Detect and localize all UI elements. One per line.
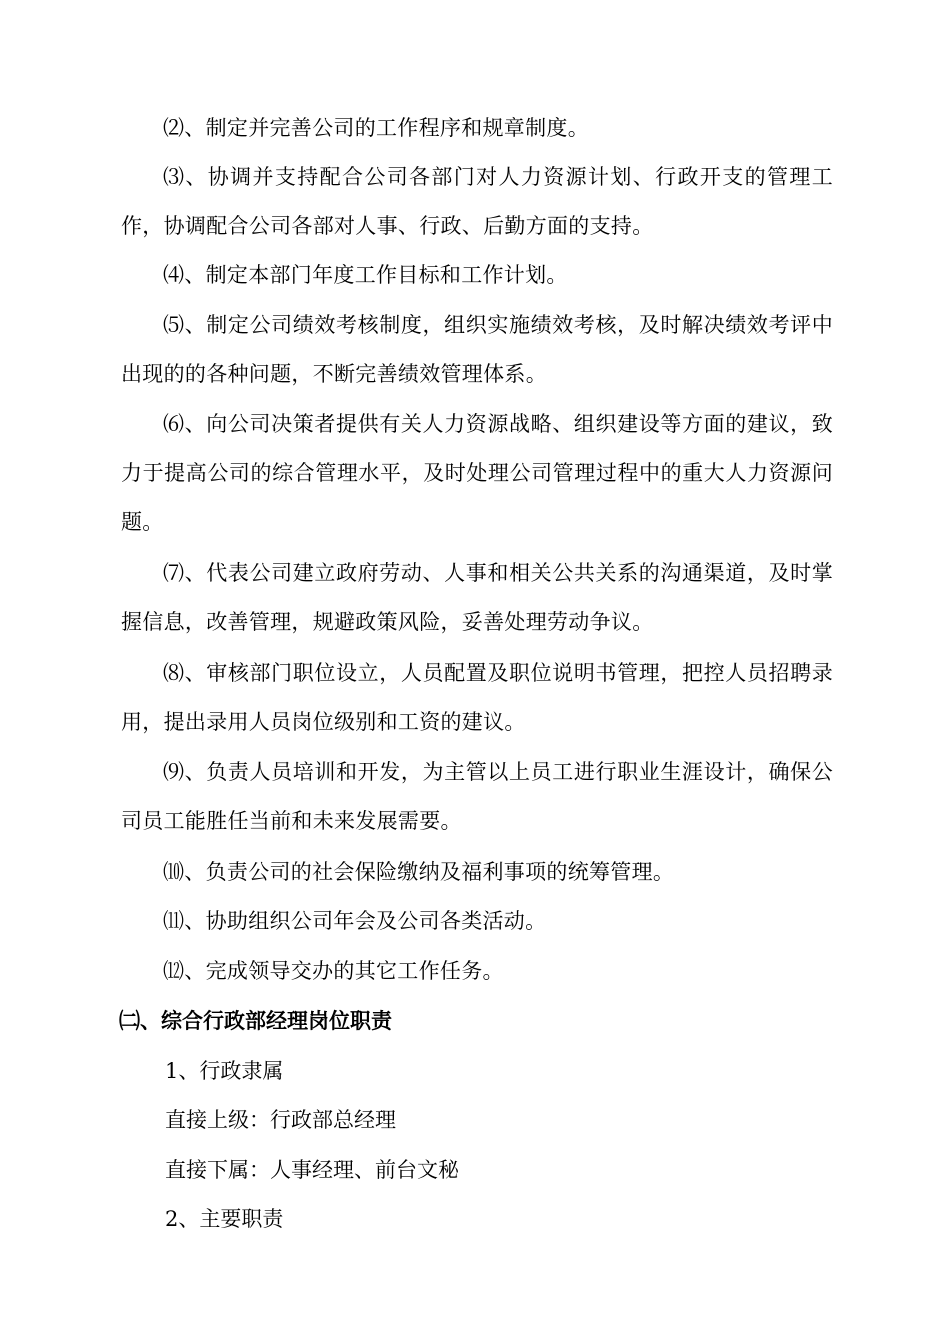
duty-item-8: ⑻、审核部门职位设立，人员配置及职位说明书管理，把控人员招聘录用，提出录用人员岗位级别和工资的建议。: [121, 661, 833, 734]
direct-superior: 直接上级：行政部总经理: [165, 1108, 396, 1132]
duty-item-10: ⑽、负责公司的社会保险缴纳及福利事项的统筹管理。: [163, 860, 675, 884]
subsection-main-duties: 2、主要职责: [165, 1207, 284, 1231]
duty-item-11: ⑾、协助组织公司年会及公司各类活动。: [163, 909, 547, 933]
duty-item-6: ⑹、向公司决策者提供有关人力资源战略、组织建设等方面的建议，致力于提高公司的综合管理水平，及时处理公司管理过程中的重大人力资源问题。: [121, 412, 833, 534]
duty-item-4: ⑷、制定本部门年度工作目标和工作计划。: [163, 263, 568, 287]
duty-item-9: ⑼、负责人员培训和开发，为主管以上员工进行职业生涯设计，确保公司员工能胜任当前和未来发展需要。: [121, 760, 833, 833]
duty-item-5: ⑸、制定公司绩效考核制度，组织实施绩效考核，及时解决绩效考评中出现的的各种问题，不断完善绩效管理体系。: [121, 313, 833, 386]
duty-item-7: ⑺、代表公司建立政府劳动、人事和相关公共关系的沟通渠道，及时掌握信息，改善管理，规避政策风险，妥善处理劳动争议。: [121, 561, 833, 634]
duty-item-3: ⑶、协调并支持配合公司各部门对人力资源计划、行政开支的管理工作，协调配合公司各部对人事、行政、后勤方面的支持。: [121, 165, 833, 238]
duty-item-2: ⑵、制定并完善公司的工作程序和规章制度。: [163, 116, 589, 140]
duty-item-12: ⑿、完成领导交办的其它工作任务。: [163, 959, 504, 983]
section-heading: ㈡、综合行政部经理岗位职责: [119, 1009, 392, 1033]
direct-subordinates: 直接下属：人事经理、前台文秘: [165, 1158, 459, 1182]
subsection-reporting: 1、行政隶属: [165, 1059, 284, 1083]
